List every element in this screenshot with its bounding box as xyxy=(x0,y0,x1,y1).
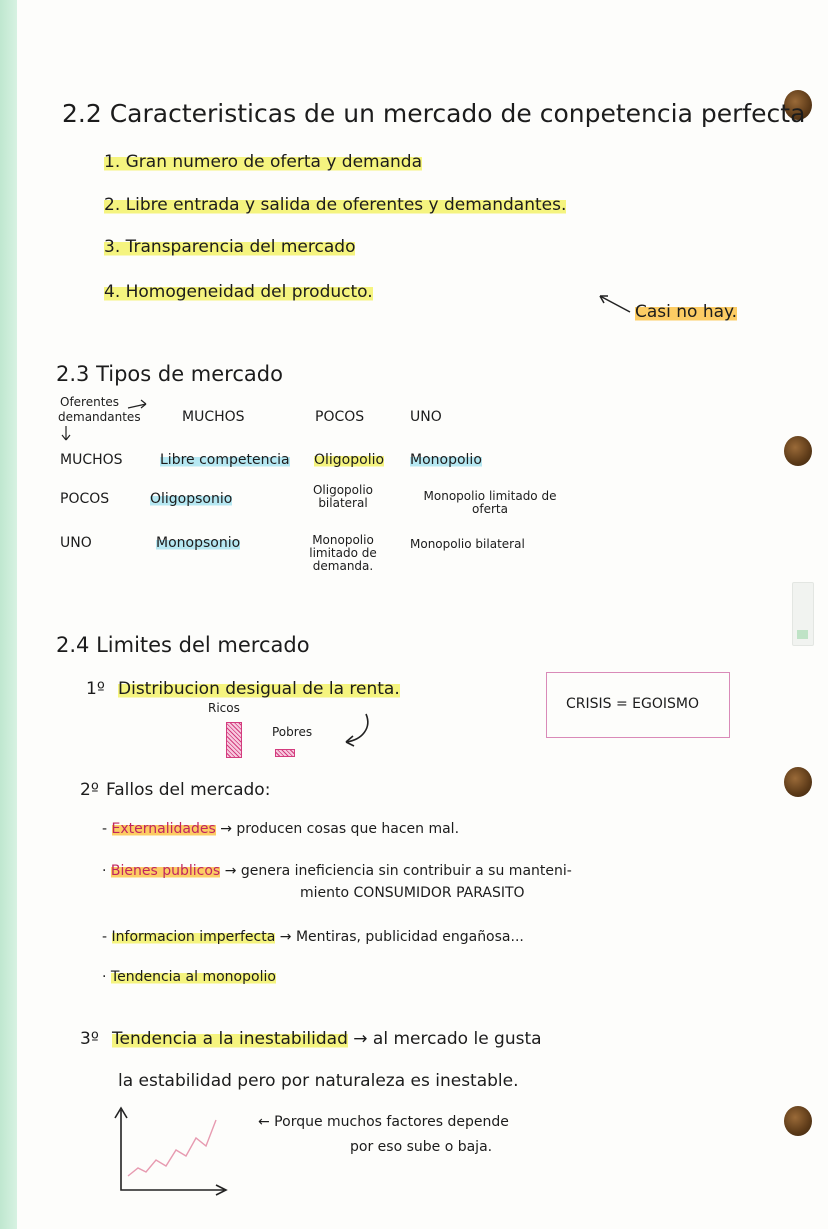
note-arrow xyxy=(600,296,630,312)
row-header: MUCHOS xyxy=(60,452,123,468)
unstable-line xyxy=(128,1120,216,1176)
column-header: UNO xyxy=(410,409,442,425)
table-cell: Monopolio limitado de oferta xyxy=(423,489,557,517)
table-cell: Monopolio bilateral xyxy=(410,537,525,551)
list-item: 3. Transparencia del mercado xyxy=(104,237,356,257)
bullet-item: · Bienes publicos → genera ineficiencia sin contribuir a su manteni- xyxy=(102,863,572,879)
section-2-3-title: 2.3 Tipos de mercado xyxy=(56,362,283,386)
table-cell: Monopolio xyxy=(410,452,482,468)
list-item: 2. Libre entrada y salida de oferentes y demandantes. xyxy=(104,195,567,215)
table-cell: Libre competencia xyxy=(160,452,290,468)
point-number: 3º xyxy=(80,1029,99,1049)
section-2-4-title: 2.4 Limites del mercado xyxy=(56,633,310,657)
crisis-box-text: CRISIS = EGOISMO xyxy=(566,696,699,712)
graph-axes xyxy=(121,1110,224,1190)
table-cell: Monopsonio xyxy=(156,535,241,551)
axis-label-offer: Oferentes xyxy=(60,395,120,409)
axis-label-demand: demandantes xyxy=(58,410,141,424)
bar-label-ricos: Ricos xyxy=(208,701,240,715)
column-header: MUCHOS xyxy=(182,409,245,425)
column-header: POCOS xyxy=(315,409,365,425)
row-header: POCOS xyxy=(60,491,110,507)
curved-arrow-icon xyxy=(346,714,368,742)
point-text: Tendencia a la inestabilidad → al mercado le gusta xyxy=(112,1029,542,1049)
side-note: Casi no hay. xyxy=(635,302,738,322)
table-cell: Monopolio limitado de demanda. xyxy=(309,533,377,574)
table-cell: Oligopolio bilateral xyxy=(312,483,374,511)
section-2-2-title: 2.2 Caracteristicas de un mercado de conpetencia perfecta xyxy=(62,99,806,128)
bullet-continuation: miento CONSUMIDOR PARASITO xyxy=(300,885,525,901)
graph-note: por eso sube o baja. xyxy=(350,1139,493,1155)
graph-note: ← Porque muchos factores depende xyxy=(258,1114,509,1130)
bullet-item: - Informacion imperfecta → Mentiras, publicidad engañosa... xyxy=(102,929,524,945)
table-cell: Oligopolio xyxy=(314,452,385,468)
point-text: Fallos del mercado: xyxy=(106,780,271,800)
bar-label-pobres: Pobres xyxy=(272,725,313,739)
bullet-item: · Tendencia al monopolio xyxy=(102,969,276,985)
bullet-item: - Externalidades → producen cosas que hacen mal. xyxy=(102,821,460,837)
row-header: UNO xyxy=(60,535,92,551)
point-number: 1º xyxy=(86,679,105,699)
point-text-continuation: la estabilidad pero por naturaleza es inestable. xyxy=(118,1071,519,1091)
point-number: 2º xyxy=(80,780,99,800)
list-item: 1. Gran numero de oferta y demanda xyxy=(104,152,423,172)
table-cell: Oligopsonio xyxy=(150,491,233,507)
list-item: 4. Homogeneidad del producto. xyxy=(104,282,373,302)
point-text: Distribucion desigual de la renta. xyxy=(118,679,400,699)
